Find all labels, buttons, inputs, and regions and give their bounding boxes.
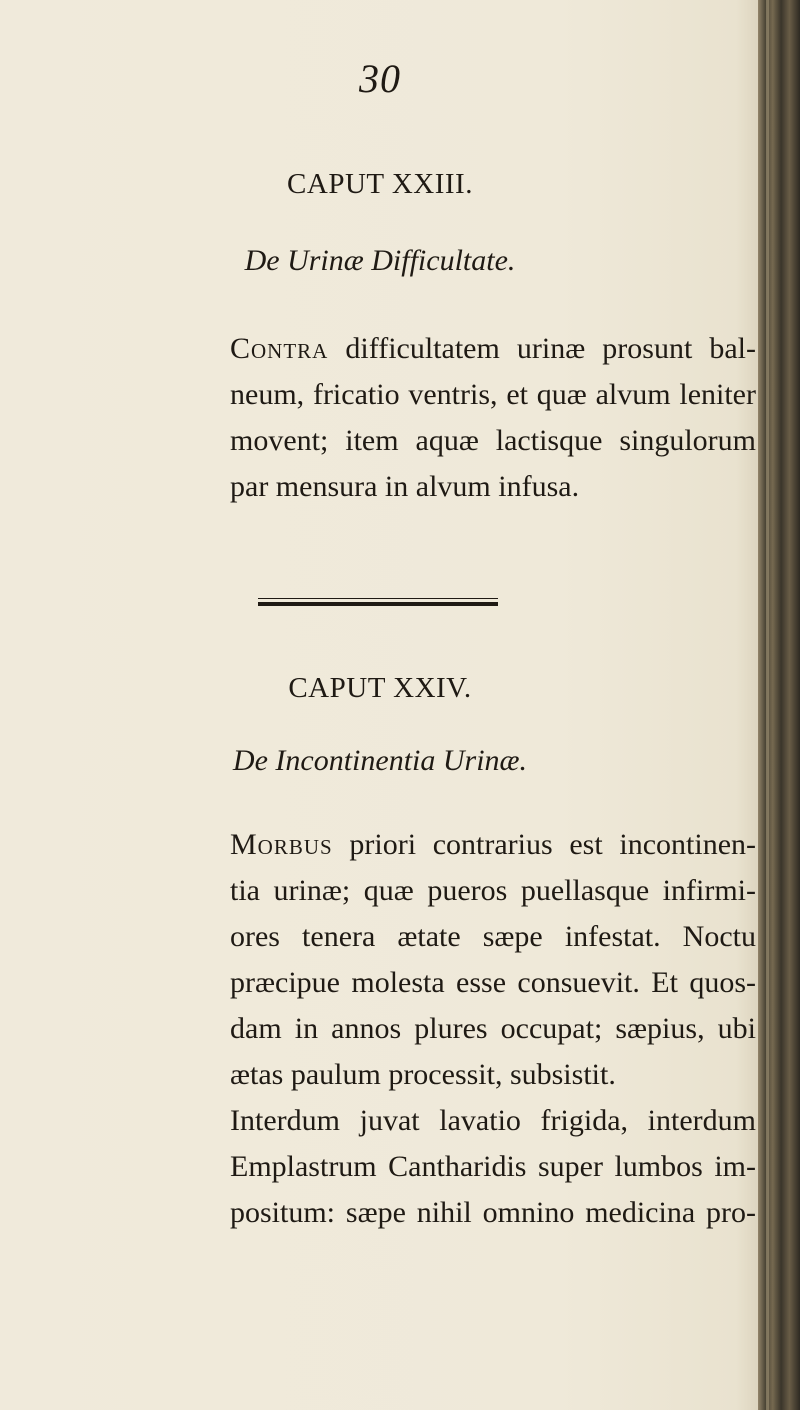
text-line: Contra difficultatem urinæ prosunt bal- — [230, 332, 756, 365]
text-line: neum, fricatio ventris, et quæ alvum leniter — [230, 378, 756, 411]
paragraph-remedies — [230, 1098, 756, 1236]
section-divider-thin — [258, 598, 498, 599]
text-line: par mensura in alvum infusa. — [230, 470, 580, 503]
page-number: 30 — [359, 56, 401, 101]
text-line: Interdum juvat lavatio frigida, interdum — [230, 1104, 756, 1137]
lead-word: Morbus — [230, 828, 333, 861]
paragraph-difficultate — [230, 326, 756, 510]
paragraph-incontinentia — [230, 822, 756, 1098]
chapter-subtitle-23: De Urinæ Difficultate. — [244, 244, 516, 277]
chapter-heading-24: CAPUT XXIV. — [288, 672, 472, 704]
text-line: movent; item aquæ lactisque singulorum — [230, 424, 756, 457]
chapter-subtitle-24: De Incontinentia Urinæ. — [232, 744, 528, 777]
text-line: positum: sæpe nihil omnino medicina pro- — [230, 1196, 756, 1229]
text-line: Emplastrum Cantharidis super lumbos im- — [230, 1150, 756, 1183]
text-line: dam in annos plures occupat; sæpius, ubi — [230, 1012, 756, 1045]
text-line: præcipue molesta esse consuevit. Et quos- — [230, 966, 756, 999]
section-divider — [258, 602, 498, 606]
lead-word: Contra — [230, 332, 329, 365]
text-line: Morbus priori contrarius est incontinen- — [230, 828, 756, 861]
text-line: ores tenera ætate sæpe infestat. Noctu — [230, 920, 756, 953]
chapter-heading-23: CAPUT XXIII. — [287, 168, 473, 200]
book-spine-edge — [758, 0, 800, 1410]
text-line: ætas paulum processit, subsistit. — [230, 1058, 616, 1091]
text-line: tia urinæ; quæ pueros puellasque infirmi- — [230, 874, 756, 907]
